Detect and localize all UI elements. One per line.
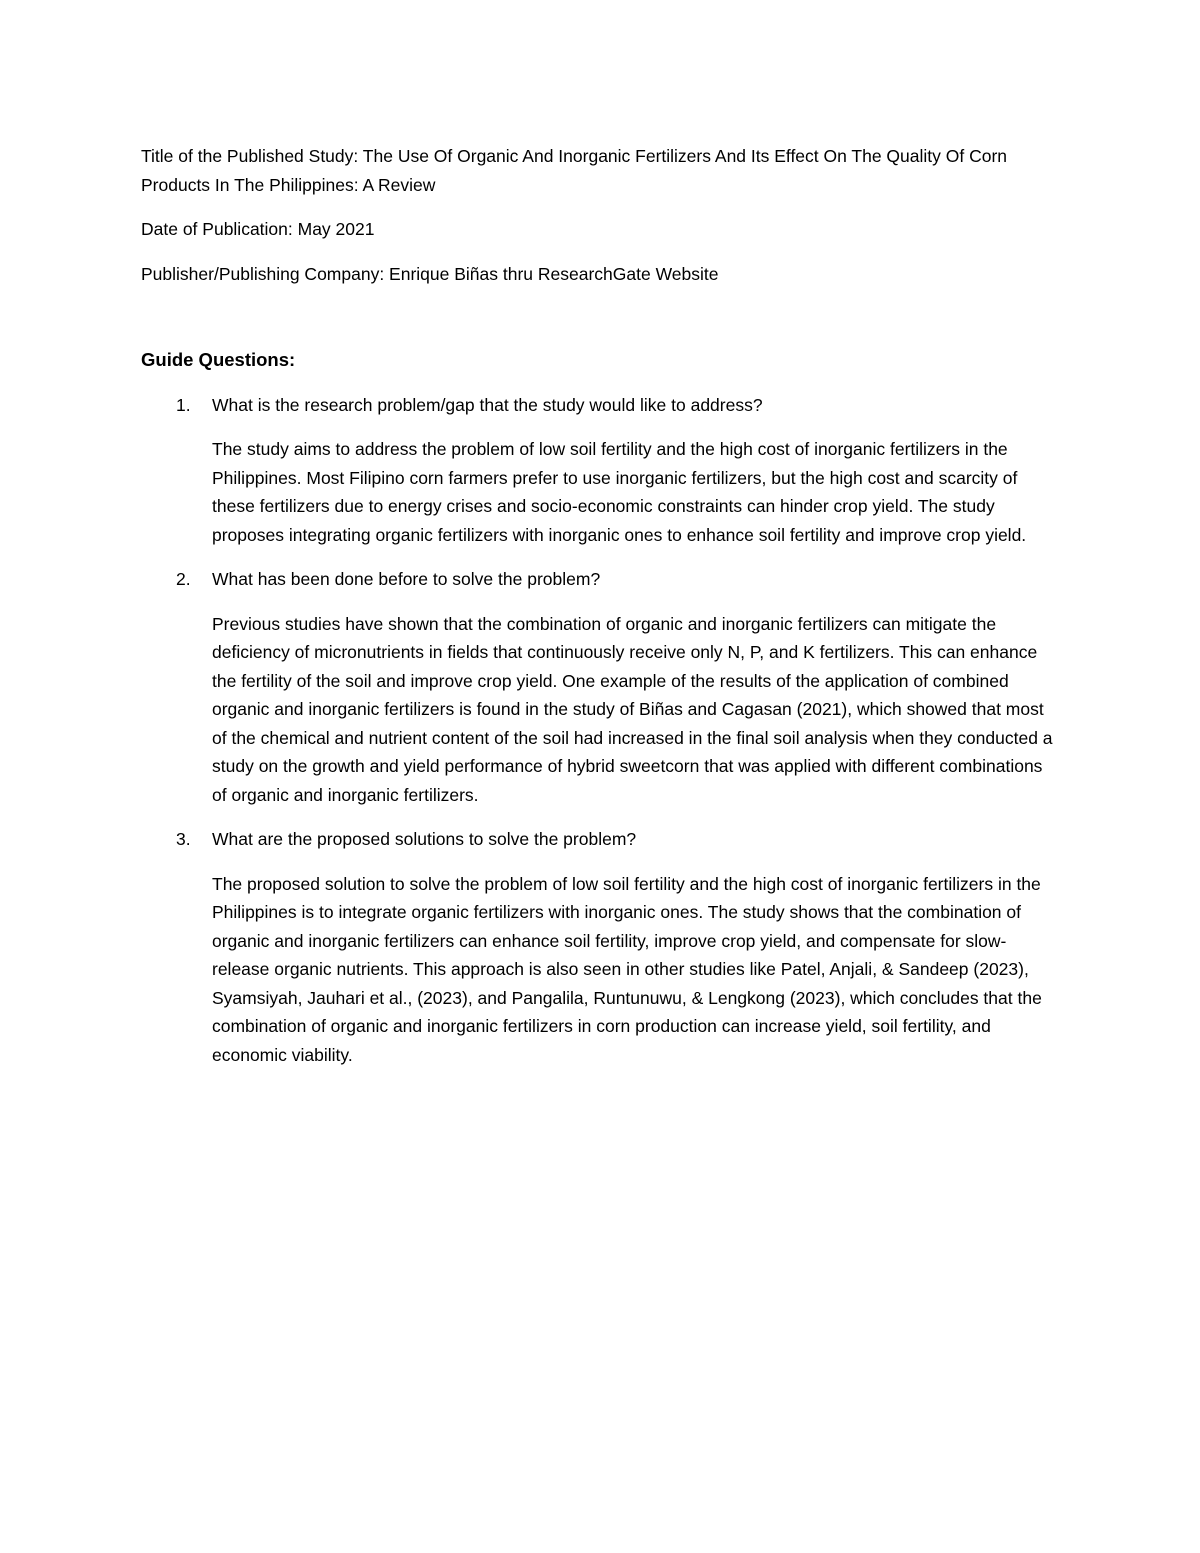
- question-item: [141, 391, 1061, 550]
- guide-questions-list: [141, 391, 1061, 1070]
- question-text: What is the research problem/gap that the study would like to address?: [212, 394, 763, 415]
- question-item: [141, 825, 1061, 1069]
- question-number: 1.: [176, 394, 191, 415]
- question-answer: The study aims to address the problem of low soil fertility and the high cost of inorganic fertilizers in the Philippines. Most Filipino corn farmers prefer to use inorganic fertilizers, but the high cost and scarcity of these fertilizers due to energy crises and socio-economic constraints can hinder crop yield. The study proposes integrating organic fertilizers with inorganic ones to enhance soil fertility and improve crop yield.: [212, 439, 1027, 545]
- publication-date: Date of Publication: May 2021: [141, 219, 375, 239]
- question-text: What are the proposed solutions to solve the problem?: [212, 829, 637, 849]
- guide-questions-heading: Guide Questions:: [141, 349, 296, 370]
- question-number: 3.: [176, 829, 191, 849]
- question-number: 2.: [176, 569, 191, 589]
- document-body: [141, 142, 1061, 1085]
- question-answer: Previous studies have shown that the combination of organic and inorganic fertilizers can mitigate the deficiency of micronutrients in fields that continuously receive only N, P, and K fertilizers. This can enhance the fertility of the soil and improve crop yield. One example of the results of the application of combined organic and inorganic fertilizers is found in the study of Biñas and Cagasan (2021), which showed that most of the chemical and nutrient content of the soil had increased in the final soil analysis when they conducted a study on the growth and yield performance of hybrid sweetcorn that was applied with different combinations of organic and inorganic fertilizers.: [212, 613, 1053, 805]
- question-item: [141, 565, 1061, 809]
- publisher-info: Publisher/Publishing Company: Enrique Biñas thru ResearchGate Website: [141, 263, 719, 284]
- study-title: Title of the Published Study: The Use Of Organic And Inorganic Fertilizers And Its Effect On The Quality Of Corn Products In The Philippines: A Review: [141, 146, 1008, 195]
- question-answer: The proposed solution to solve the problem of low soil fertility and the high cost of inorganic fertilizers in the Philippines is to integrate organic fertilizers with inorganic ones. The study shows that the combination of organic and inorganic fertilizers can enhance soil fertility, improve crop yield, and compensate for slow-release organic nutrients. This approach is also seen in other studies like Patel, Anjali, & Sandeep (2023), Syamsiyah, Jauhari et al., (2023), and Pangalila, Runtunuwu, & Lengkong (2023), which concludes that the combination of organic and inorganic fertilizers in corn production can increase yield, soil fertility, and economic viability.: [212, 873, 1042, 1065]
- question-text: What has been done before to solve the problem?: [212, 569, 601, 589]
